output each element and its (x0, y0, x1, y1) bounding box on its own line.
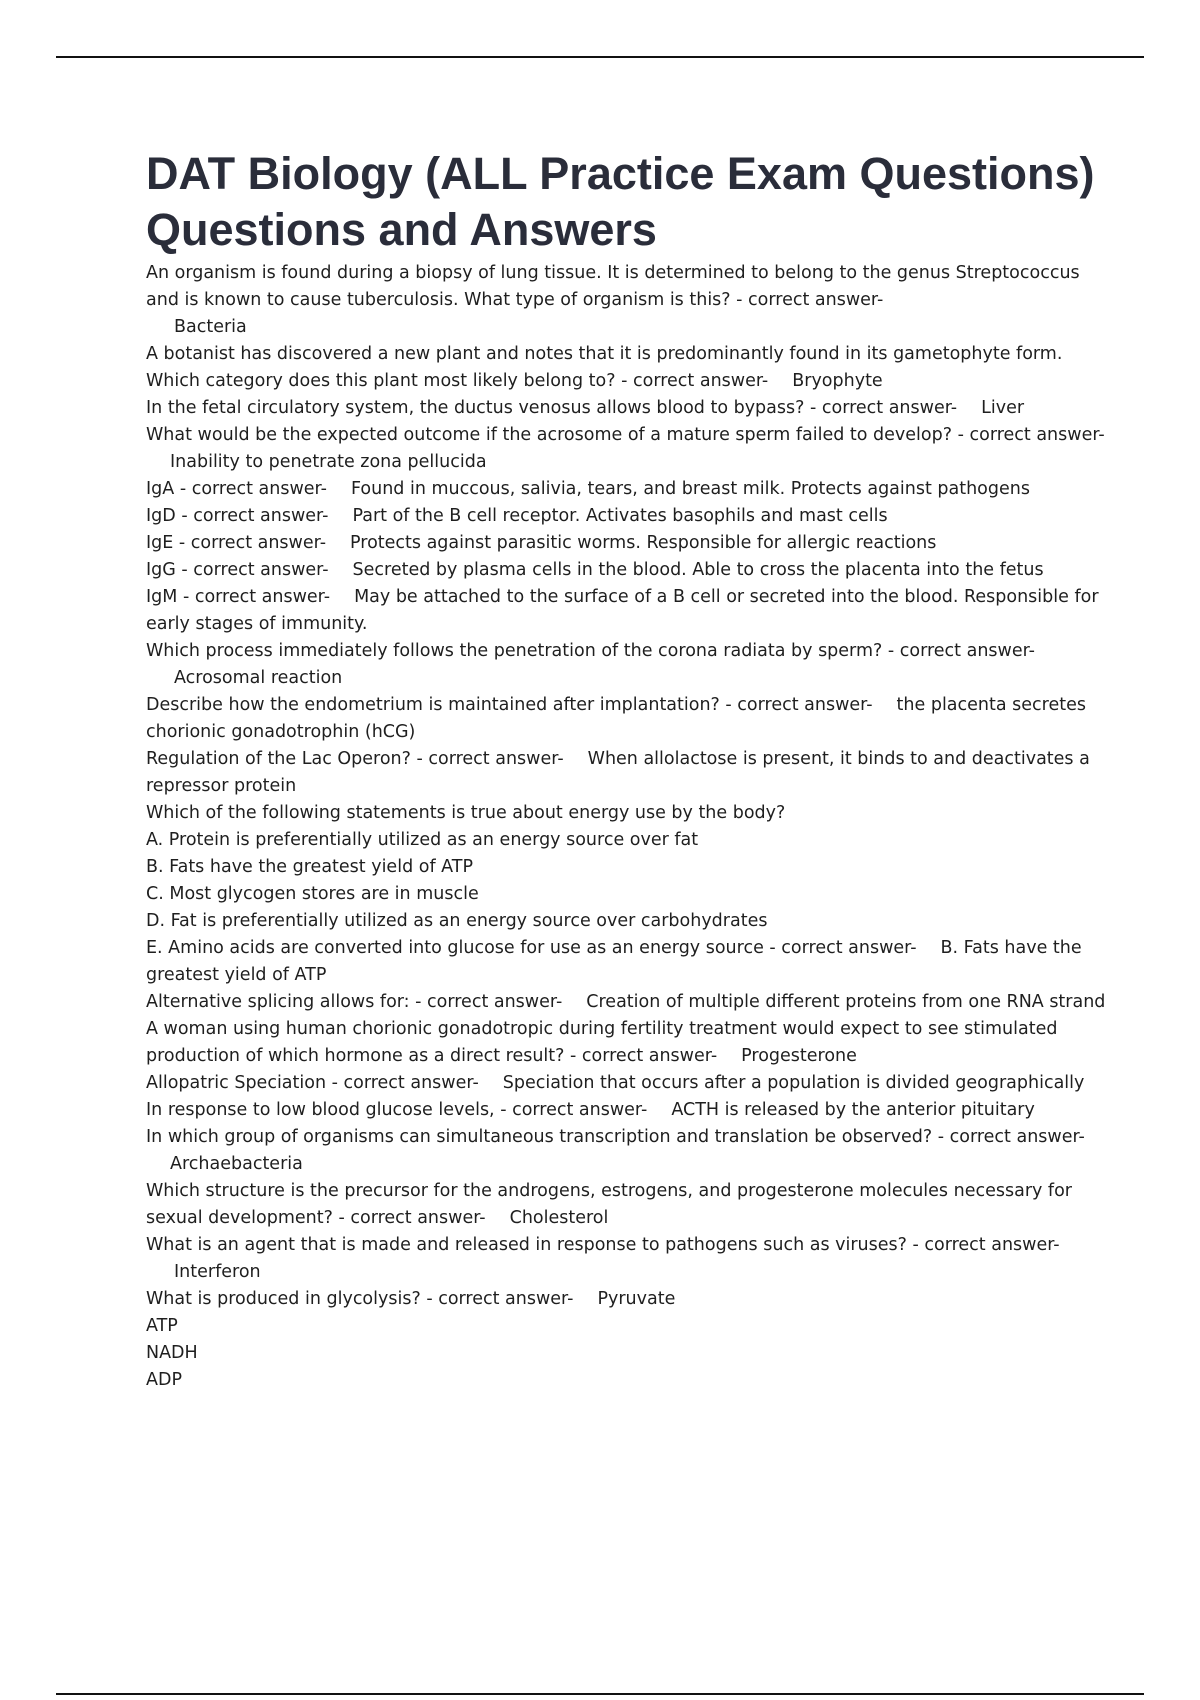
extra-line: NADH (146, 1343, 198, 1363)
question-text: Which process immediately follows the penetration of the corona radiata by sperm? (146, 641, 883, 661)
answer-separator: - correct answer- (937, 1127, 1085, 1147)
answer-text: Protects against parasitic worms. Responsible for allergic reactions (350, 533, 937, 553)
question-text: Which of the following statements is true about energy use by the body? A. Protein is preferentially utilized as an energy source over fat B. Fats have the greatest yield of ATP C. Most glycogen stores are in muscle D. Fat is preferentially utilized as an energy source over carbohydrates E. Amino acids are converted into glucose for use as an energy source (146, 803, 786, 958)
question-text: Allopatric Speciation (146, 1073, 327, 1093)
extra-line: ATP (146, 1316, 178, 1336)
qa-item (146, 638, 1106, 692)
question-text: A woman using human chorionic gonadotropic during fertility treatment would expect to see stimulated production of which hormone as a direct result? (146, 1019, 1058, 1066)
answer-text: Cholesterol (509, 1208, 609, 1228)
question-text: Regulation of the Lac Operon? (146, 749, 411, 769)
answer-text: Bacteria (174, 317, 247, 337)
qa-item (146, 422, 1106, 476)
question-text: Describe how the endometrium is maintained after implantation? (146, 695, 720, 715)
qa-list (146, 260, 1106, 1313)
answer-text: When allolactose is present, it binds to and deactivates a repressor protein (146, 749, 1090, 796)
answer-separator: - correct answer- (179, 479, 327, 499)
question-text: IgG (146, 560, 176, 580)
question-text: IgM (146, 587, 178, 607)
answer-text: Part of the B cell receptor. Activates basophils and mast cells (352, 506, 888, 526)
document-body (146, 146, 1106, 1394)
answer-separator: - correct answer- (736, 290, 884, 310)
answer-separator: - correct answer- (621, 371, 769, 391)
qa-item (146, 395, 1106, 422)
question-text: Alternative splicing allows for: (146, 992, 410, 1012)
answer-text: Found in muccous, salivia, tears, and breast milk. Protects against pathogens (350, 479, 1030, 499)
answer-text: Secreted by plasma cells in the blood. Able to cross the placenta into the fetus (352, 560, 1044, 580)
answer-separator: - correct answer- (415, 992, 563, 1012)
answer-separator: - correct answer- (912, 1235, 1060, 1255)
answer-separator: - correct answer- (416, 749, 564, 769)
qa-item (146, 341, 1106, 395)
answer-separator: - correct answer- (426, 1289, 574, 1309)
question-text: IgD (146, 506, 176, 526)
qa-item (146, 584, 1106, 638)
top-rule (56, 56, 1144, 58)
answer-separator: - correct answer- (338, 1208, 486, 1228)
qa-item (146, 800, 1106, 989)
qa-item (146, 1070, 1106, 1097)
answer-text: B. Fats have the greatest yield of ATP (146, 938, 1082, 985)
answer-text: Speciation that occurs after a population is divided geographically (502, 1073, 1085, 1093)
answer-separator: - correct answer- (181, 506, 329, 526)
extra-list (146, 1313, 1106, 1394)
answer-separator: - correct answer- (500, 1100, 648, 1120)
question-text: In the fetal circulatory system, the ductus venosus allows blood to bypass? (146, 398, 805, 418)
answer-text: Interferon (174, 1262, 261, 1282)
answer-text: the placenta secretes chorionic gonadotrophin (hCG) (146, 695, 1086, 742)
qa-item (146, 692, 1106, 746)
answer-text: Bryophyte (792, 371, 883, 391)
qa-item (146, 746, 1106, 800)
answer-separator: - correct answer- (809, 398, 958, 418)
question-text: An organism is found during a biopsy of lung tissue. It is determined to belong to the genus Streptococcus and is known to cause tuberculosis. What type of organism is this? (146, 263, 1080, 310)
answer-text: May be attached to the surface of a B cell or secreted into the blood. Responsible for early stages of immunity. (146, 587, 1099, 634)
answer-separator: - correct answer- (178, 533, 327, 553)
answer-separator: - correct answer- (181, 560, 329, 580)
question-text: What would be the expected outcome if the acrosome of a mature sperm failed to develop? (146, 425, 953, 445)
qa-item (146, 989, 1106, 1016)
question-text: In response to low blood glucose levels, (146, 1100, 495, 1120)
answer-text: Archaebacteria (170, 1154, 303, 1174)
answer-text: Pyruvate (597, 1289, 676, 1309)
answer-separator: - correct answer- (725, 695, 873, 715)
qa-item (146, 1232, 1106, 1286)
answer-separator: - correct answer- (570, 1046, 718, 1066)
question-text: In which group of organisms can simultaneous transcription and translation be observed? (146, 1127, 933, 1147)
answer-separator: - correct answer- (331, 1073, 479, 1093)
answer-separator: - correct answer- (182, 587, 331, 607)
answer-text: Liver (981, 398, 1025, 418)
extra-line: ADP (146, 1370, 182, 1390)
answer-separator: - correct answer- (769, 938, 917, 958)
question-text: IgA (146, 479, 175, 499)
answer-text: ACTH is released by the anterior pituitary (671, 1100, 1035, 1120)
qa-item (146, 260, 1106, 341)
answer-separator: - correct answer- (887, 641, 1035, 661)
qa-item (146, 1124, 1106, 1178)
bottom-rule (56, 1693, 1144, 1695)
answer-text: Acrosomal reaction (174, 668, 343, 688)
answer-text: Inability to penetrate zona pellucida (170, 452, 487, 472)
question-text: What is produced in glycolysis? (146, 1289, 421, 1309)
answer-separator: - correct answer- (957, 425, 1105, 445)
qa-item (146, 557, 1106, 584)
question-text: What is an agent that is made and released in response to pathogens such as viruses? (146, 1235, 907, 1255)
qa-item (146, 530, 1106, 557)
qa-item (146, 1016, 1106, 1070)
page-title: DAT Biology (ALL Practice Exam Questions) Questions and Answers (146, 148, 1095, 255)
question-text: IgE (146, 533, 174, 553)
qa-item (146, 1286, 1106, 1313)
qa-item (146, 503, 1106, 530)
qa-item (146, 1178, 1106, 1232)
answer-text: Creation of multiple different proteins from one RNA strand (586, 992, 1106, 1012)
qa-item (146, 476, 1106, 503)
qa-item (146, 1097, 1106, 1124)
answer-text: Progesterone (741, 1046, 857, 1066)
question-text: Which structure is the precursor for the androgens, estrogens, and progesterone molecules necessary for sexual development? (146, 1181, 1072, 1228)
question-text: A botanist has discovered a new plant and notes that it is predominantly found in its gametophyte form. Which category does this plant most likely belong to? (146, 344, 1063, 391)
